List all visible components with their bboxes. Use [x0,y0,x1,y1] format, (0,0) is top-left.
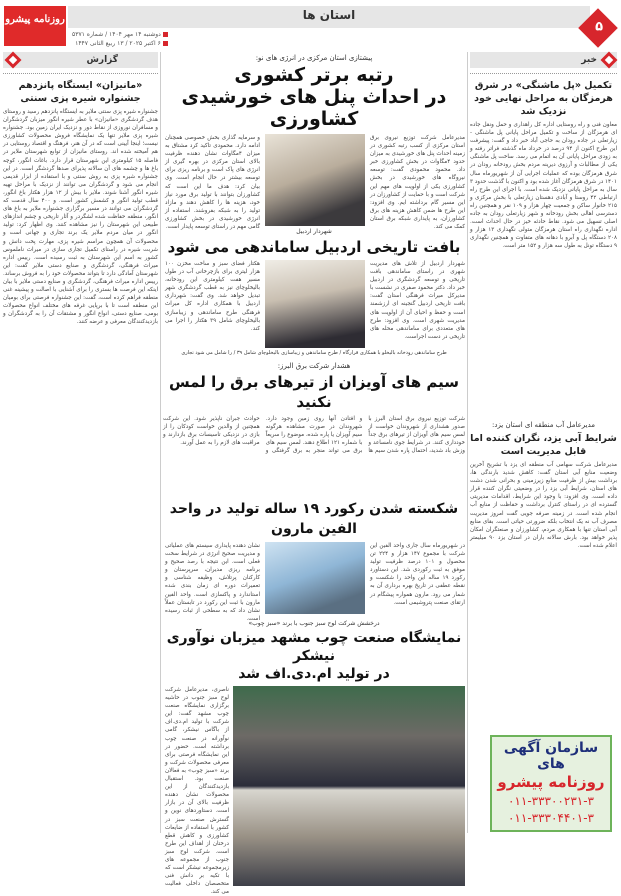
ardabil-body-right: شهردار اردبیل از تلاش های مدیریت شهری در راستای ساماندهی بافت تاریخی و توسعه گردشگری در اردبیل خبر داد. دکتر محمود صفری در نشست با مدیرکل میراث فرهنگی استان گفت: بافت تاریخی اردبیل گنجینه ای ارزشمند است و حفظ و احیای آن از اولویت های مدیریت شهری است. وی افزود: طرح های متعددی برای ساماندهی محله های تاریخی در دست اجراست. [370,261,465,340]
section-header-bar [68,6,590,28]
report-body: جشنواره شیره پزی سنتی ملایر به ایستگاه پانزدهم رسید و روستای هدف گردشگری «مانیزان» با عطر شیره انگور میزبان گردشگران و مسافران نوروزی از نقاط دور و نزدیک ایران زمین بود. جشنواره شیره پزی ملایر تنها یک نمایشگاه فروش محصولات کشاورزی نیست؛ اینجا آیینی است که در آن هنر، فرهنگ و اقتصاد روستایی در هم آمیخته شده اند. روستای مانیزان از توابع شهرستان ملایر در فاصله ۱۵ کیلومتری این شهرستان قرار دارد. باغات انگور، کوچه باغ ها و چشمه های آن سالانه پذیرای صدها گردشگر است. در این جشنواره شیره پزی به روش سنتی و با استفاده از ابزار قدیمی انجام می شود و گردشگران می توانند از نزدیک با مراحل تهیه شیره انگور آشنا شوند. ملایر با بیش از ۱۲ هزار هکتار باغ انگور، قطب تولید انگور و کشمش کشور است. و ۴۰۰ سال قدمت که گردشگران می توانند در مسیر برگزاری جشنواره ملایر به باغ های انگور، منطقه حفاظت شده لشگردر و آثار تاریخی و چشم اندازهای طبیعی این شهرستان را نیز مشاهده کنند. وی اظهار کرد: تولید انگور در میان مردم ملایر یک برند تجاری و جهانی است و محصولات آن همچون مراسم شیره پزی، مهارت پخت دانش و شربت شیره در راستای تکمیل تجاری سازی در میراث ناملموس کشور به اسم این شهرستان به ثبت رسیده است. رییس اداره میراث فرهنگی، گردشگری و صنایع دستی ملایر گفت: این شهرستان آمادگی دارد تا بتواند محصولات خود را به فروش برساند. رییس اداره میراث فرهنگی، گردشگری و صنایع دستی ملایر با بیان اینکه این فرصت ها بستری را برای آشنایی با اصالت و پیشینه غنی منطقه فراهم کرده است، گفت: این جشنواره فرصتی برای بومیان این منطقه است تا با برپایی غرفه های مختلف انواع محصولات بومی، صنایع دستی، انواع انگور و مشتقات آن را به گردشگران و بازدیدکنندگان معرفی و عرضه کنند. [3,109,158,326]
divider [3,73,158,74]
lead-title-line-1: رتبه برتر کشوری [234,64,394,86]
story-body: مدیرعامل شرکت سهامی آب منطقه ای یزد با تشریح آخرین وضعیت منابع آبی استان گفت: کاهش شدید بارندگی ها، برداشت بیش از ظرفیت منابع زیرزمینی و بحرانی شدن دشت های استان، شرایط آبی یزد را در وضعیتی نگران کننده قرار داده است. وی افزود: با وجود این شرایط، اقدامات مدیریتی گسترده ای در راستای کنترل برداشت و حفاظت از منابع آب انجام شده است. در زمینه صرفه جویی گفت امروز مدیریت مصرف آب نه یک انتخاب بلکه ضرورتی حیاتی است. بقای منابع آبی استان تنها با همکاری مردم، کشاورزان و صنعتگران امکان پذیر خواهد بود. بارش سالانه باران در استان یزد ۹۰ میلیمتر اعلام شده است. [470,462,618,549]
ardabil-photo-caption: طرح ساماندهی رودخانه بالیخلو با همکاری قرارگاه / طرح ساماندهی و زیباسازی بالیخلوچای شامل ۳۹ / را شامل می شود تجاری [181,350,447,356]
alborz-title: سیم های آویزان از تیرهای برق را لمس نکنید [168,373,460,411]
ardabil-photo [265,260,365,348]
ad-phone-2: ۰۱۱-۳۳۳۰۴۴۰۱-۳ [507,811,594,825]
alborz-kicker: هشدار شرکت برق البرز: [277,362,351,370]
story-title: تکمیل «پل ماشنگی» در شرق هرمزگان به مراحل نهایی خود نزدیک شد [474,80,613,117]
left-column [3,52,158,837]
story-title: شرایط آبی یزد، نگران کننده اما قابل مدیریت است [470,433,617,457]
ad-line-2: روزنامه پیشرو [497,773,605,791]
alborz-body: شرکت توزیع نیروی برق استان البرز با صدور هشداری از شهروندان خواست از لمس سیم های آویزان از تیرهای برق جداً خودداری کنند. در شرایط جوی نامساعد و وزش باد شدید، احتمال پاره شدن سیم ها و افتادن آنها روی زمین وجود دارد. شهروندان در صورت مشاهده هرگونه سیم آویزان یا پاره شده، موضوع را سریعاً با شماره ۱۲۱ اطلاع دهند. لمس سیم های برق می تواند منجر به برق گرفتگی و حوادث جبران ناپذیر شود. این شرکت همچنین از والدین خواست کودکان را از بازی در نزدیکی تاسیسات برق بازدارند و مراقبت های لازم را به عمل آورند. [163,416,465,455]
photo-caption: شهردار اردبیل [296,228,332,235]
newspaper-logo: روزنامه پیشرو [4,6,66,46]
ardabil-body-left: هکتار فضای سبز و ساخت مخزن ۱۰۰ هزار لیتری برای بازچرخانی آب در طول مسیر هفت کیلومتری این رودخانه، بالیخلوچای نیز به قطب گردشگری شهر تبدیل خواهد شد. وی گفت: شهرداری اردبیل با همکاری اداره کل میراث فرهنگی طرح ساماندهی و زیباسازی بالیخلوچای شامل ۳۹ هکتار را اجرا می کند. [165,261,260,332]
maroon-title: شکسته شدن رکورد ۱۹ ساله تولید در واحد الفین مارون [169,501,459,537]
dateline [72,30,168,48]
maroon-photo [265,542,365,614]
ardabil-title: بافت تاریخی اردبیل ساماندهی می شود [167,238,461,256]
column-divider [160,52,161,833]
lead-body-left: و سرمایه گذاری بخش خصوصی همچنان ادامه دارد. محمودی تاکید کرد مشتاق به میزان ۴مگاوات نشان دهنده ظرفیت بالای استان مرکزی در بهره گیری از انرژی های پاک است و برنامه ریزی برای توسعه بیشتر در حال انجام است. وی بیان کرد: هدف ما این است که کشاورزان بتوانند با تولید برق مورد نیاز خود، هزینه ها را کاهش دهند و مازاد تولید را به شبکه بفروشند. استفاده از انرژی خورشیدی در بخش کشاورزی گامی مهم در راستای توسعه پایدار است. [165,135,260,231]
ad-line-1: سازمان آگهی های [503,740,599,772]
mashhad-kicker: درخشش شرکت لوح سبز جنوب با برند «سبز چوب» [248,620,380,627]
mashhad-photo-collage [233,686,465,886]
story-kicker: مدیرعامل آب منطقه ای استان یزد: [491,421,596,429]
page-number: ۵ [595,19,604,35]
lead-photo [265,134,365,226]
divider [470,73,617,74]
date-line-1: دوشنبه ۱۴ مهر ۱۴۰۴ / شماره ۵۳۷۱ [72,31,161,38]
column-divider [467,52,468,833]
lead-title-line-2: در احداث پنل های خورشیدی کشاورزی [181,86,447,130]
section-diamond-icon [601,52,618,69]
bullet-icon [163,41,168,46]
report-tag-label: گزارش [86,55,118,65]
report-tag [3,52,158,68]
section-title: استان ها [302,8,356,22]
news-tag-label: خبر [581,55,597,65]
date-line-2: ۶ اکتبر ۲۰۲۵ / ۱۳ ربیع الثانی ۱۴۴۷ [75,40,161,47]
maroon-body-right: در شهریورماه سال جاری واحد الفین این شرکت با مجموع ۱۴۷ هزار و ۲۲۴ تن محصول و ۱۰۱ درصد ظرفیت تولید موفق به ثبت رکوردی شد. این دستاورد رکورد ۱۹ ساله این واحد را شکست و نقطه عطفی در تاریخ بهره برداری آن به شمار می رود. مارون همواره پیشگام در ارتقای صنعت پتروشیمی است. [370,543,466,606]
lead-kicker: پیشتازی استان مرکزی در انرژی های نو: [255,54,373,62]
maroon-body-left: نشان دهنده پایداری سیستم های عملیاتی و مدیریت صحیح انرژی در شرایط سخت فعلی است. این نتیجه با رصد صحیح و برنامه ریزی مدیران، سرپرستان و کارکنان پرتلاش، وظیفه شناسی و تعمیرات دوره ای زمان بندی شده استاندارد و پاکسازی است. واحد الفین مارون با ثبت این رکورد در تابستان عملاً نشان داد که به سطحی از ثبات رسیده است. [165,543,260,622]
mashhad-title-line-2: در تولید ام.دی.اف شد [238,666,390,682]
mashhad-body: ناصری، مدیرعامل شرکت لوح سبز جنوب در حاشیه برگزاری نمایشگاه صنعت چوب مشهد گفت: این شرکت با تولید ام.دی.اف از باگاس نیشکر، گامی نوآورانه در صنعت چوب برداشته است. حضور در این نمایشگاه فرصتی برای معرفی محصولات شرکت و برند «سبز چوب» به فعالان صنعت بود. استقبال بازدیدکنندگان از این محصولات نشان دهنده ظرفیت بالای آن در بازار است. دستاوردهای نوین و گسترش صنعت سبز در کشور با استفاده از ضایعات کشاورزی و کاهش قطع درختان از اهداف این طرح است. شرکت لوح سبز جنوب از مجموعه های زیرمجموعه نیشکر است که با تکیه بر دانش فنی متخصصان داخلی فعالیت می کند. [165,687,229,896]
bullet-icon [163,32,168,37]
advertisement-box [490,735,612,832]
section-diamond-icon [5,52,22,69]
story-body: معاون فنی و راه روستایی اداره کل راهداری و حمل ونقل جاده ای هرمزگان از ساخت و تکمیل مراحل پایانی پل ماشنگی - زیارتعلی در جاده رودان به حاجی آباد خبر داد و گفت: پیشرفت این طرح اکنون از ۹۴ درصد در خرداد ماه گذشته فراتر رفته و به زودی مراحل پایانی آن به اتمام می رسد. ساخت پل ماشنگی یکی از مطالبات و آرزوی دیرینه مردم بخش رودخانه رودان در شرق هرمزگان بوده که عملیات اجرایی آن از شهریورماه سال ۱۴۰۱ در شرق هرمزگان آغاز شده بود و اکنون با گذشت حدود ۳ سال به مراحل پایانی نزدیک شده است. با اجرای این طرح راه ارتباطی ۴۲ روستا و آبادی دهستان زیارتعلی با بخش مرکزی و ۲۱۵ خانوار ساکن و جمعیت چهار هزار و ۱۰۹ نفر و همچنین راه دسترسی اهالی بخش رودخانه و شهر زیارتعلی رودان به جاده اصلی تسهیل می شود. نقاط حادثه خیز در حال احداث است. اداره نگهداری راه استان هرمزگان متولی نگهداری ۱۳ هزار و ۲۰۸ دستگاه پل و آبرو با دهانه های متفاوت و همچنین نگهداری ۹ دستگاه تونل به طول سه هزار و ۱۵۲ متر است. [470,122,617,250]
right-column [470,52,617,837]
ad-phone-1: ۰۱۱-۳۳۳۰۰۲۳۱-۳ [507,794,594,808]
news-tag [470,52,617,68]
mashhad-title-line-1: نمایشگاه صنعت چوب مشهد میزبان نوآوری نیشکر [166,630,462,664]
middle-column [163,52,466,896]
lead-body-right: مدیرعامل شرکت توزیع نیروی برق استان مرکزی از کسب رتبه کشوری در زمینه احداث پنل های خورشیدی به میزان حدود ۴مگاوات در بخش کشاورزی خبر داد. محمود محمودی گفت: توسعه نیروگاه های خورشیدی در بخش کشاورزی یکی از اولویت های مهم این شرکت است و با حمایت از کشاورزان در این مسیر گام برداشته ایم. وی افزود: این طرح ها ضمن کاهش هزینه های برق کشاورزان، به پایداری شبکه برق استان کمک می کند. [370,135,465,231]
report-title: «مانیزان» ایستگاه پانزدهم جشنواره شیره پزی سنتی [18,80,143,104]
